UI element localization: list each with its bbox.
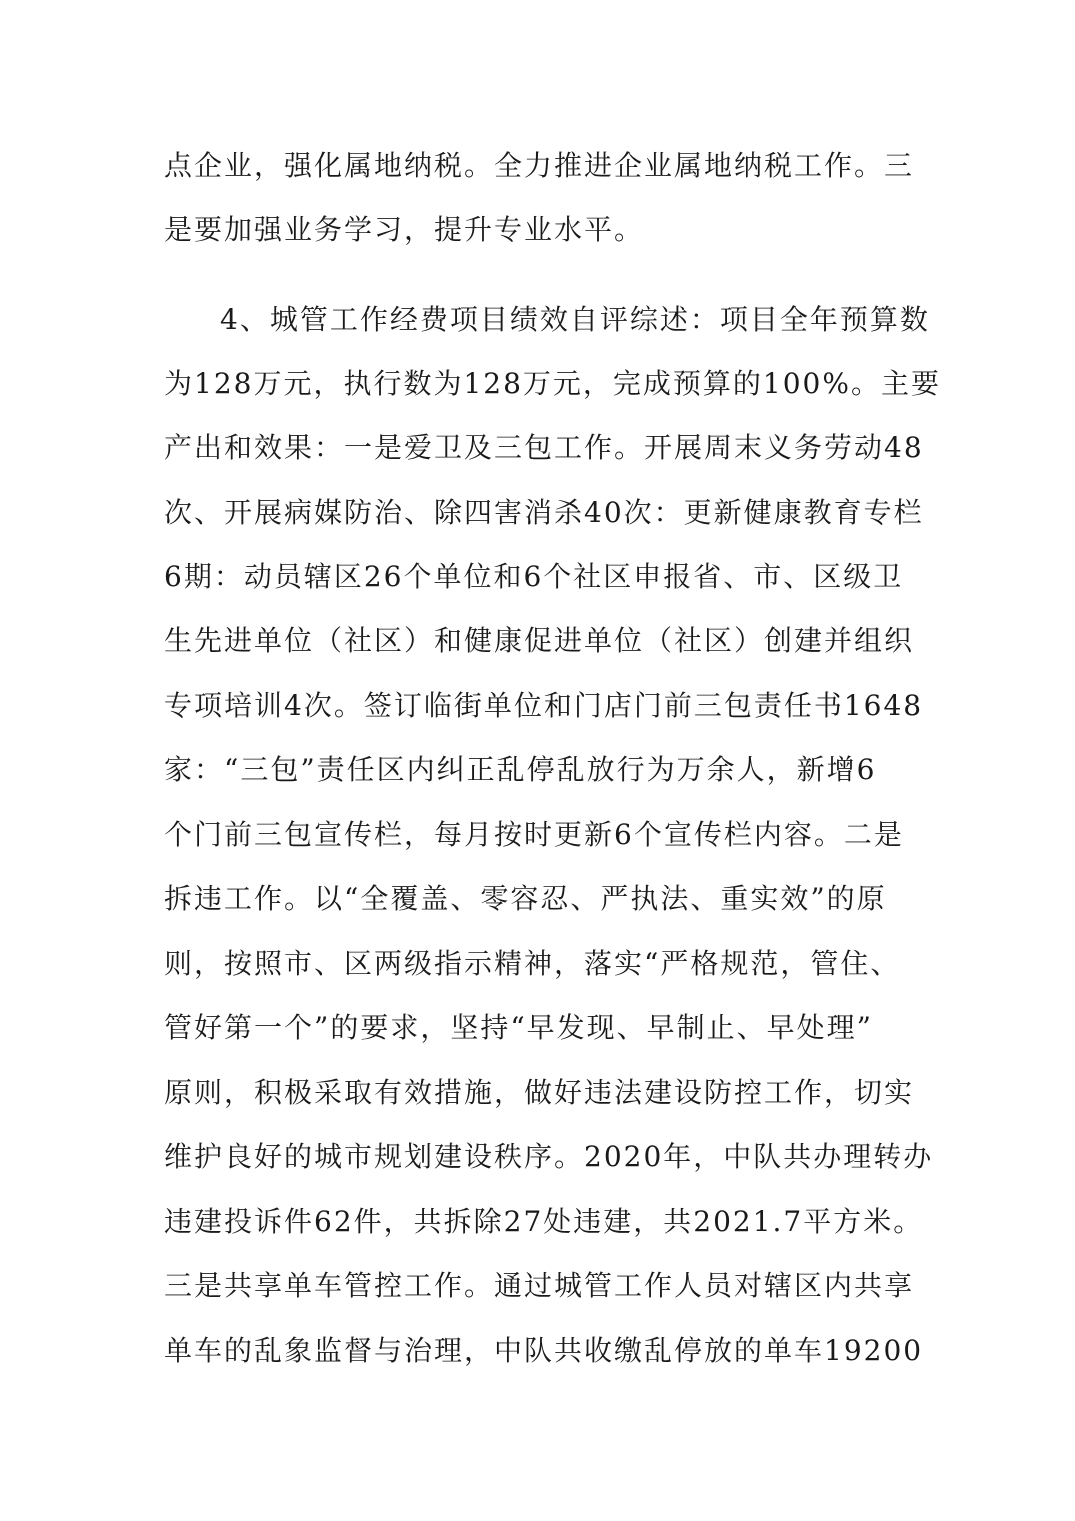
- text-line: 维护良好的城市规划建设秩序。2020年，中队共办理转办: [164, 1140, 934, 1173]
- text-line: 个门前三包宣传栏，每月按时更新6个宣传栏内容。二是: [164, 818, 904, 851]
- text-line: 拆违工作。以“全覆盖、零容忍、严执法、重实效”的原: [164, 882, 887, 915]
- text-line: 家：“三包”责任区内纠正乱停乱放行为万余人，新增6: [164, 753, 877, 786]
- paragraph-start-line: 4、城管工作经费项目绩效自评综述：项目全年预算数: [220, 303, 930, 336]
- text-line: 单车的乱象监督与治理，中队共收缴乱停放的单车19200: [164, 1334, 924, 1367]
- text-line: 原则，积极采取有效措施，做好违法建设防控工作，切实: [164, 1076, 915, 1109]
- text-line: 是要加强业务学习，提升专业水平。: [164, 213, 645, 246]
- text-line: 专项培训4次。签订临街单位和门店门前三包责任书1648: [164, 689, 924, 722]
- text-line: 违建投诉件62件，共拆除27处违建，共2021.7平方米。: [164, 1205, 924, 1238]
- text-line: 点企业，强化属地纳税。全力推进企业属地纳税工作。三: [164, 149, 915, 182]
- text-line: 次、开展病媒防治、除四害消杀40次：更新健康教育专栏: [164, 496, 924, 529]
- text-line: 6期：动员辖区26个单位和6个社区申报省、市、区级卫: [164, 560, 904, 593]
- text-line: 为128万元，执行数为128万元，完成预算的100%。主要: [164, 367, 941, 400]
- text-line: 三是共享单车管控工作。通过城管工作人员对辖区内共享: [164, 1269, 915, 1302]
- text-line: 则，按照市、区两级指示精神，落实“严格规范，管住、: [164, 947, 901, 980]
- text-line: 产出和效果：一是爱卫及三包工作。开展周末义务劳动48: [164, 431, 924, 464]
- text-line: 管好第一个”的要求，坚持“早发现、早制止、早处理”: [164, 1011, 873, 1044]
- text-line: 生先进单位（社区）和健康促进单位（社区）创建并组织: [164, 624, 915, 657]
